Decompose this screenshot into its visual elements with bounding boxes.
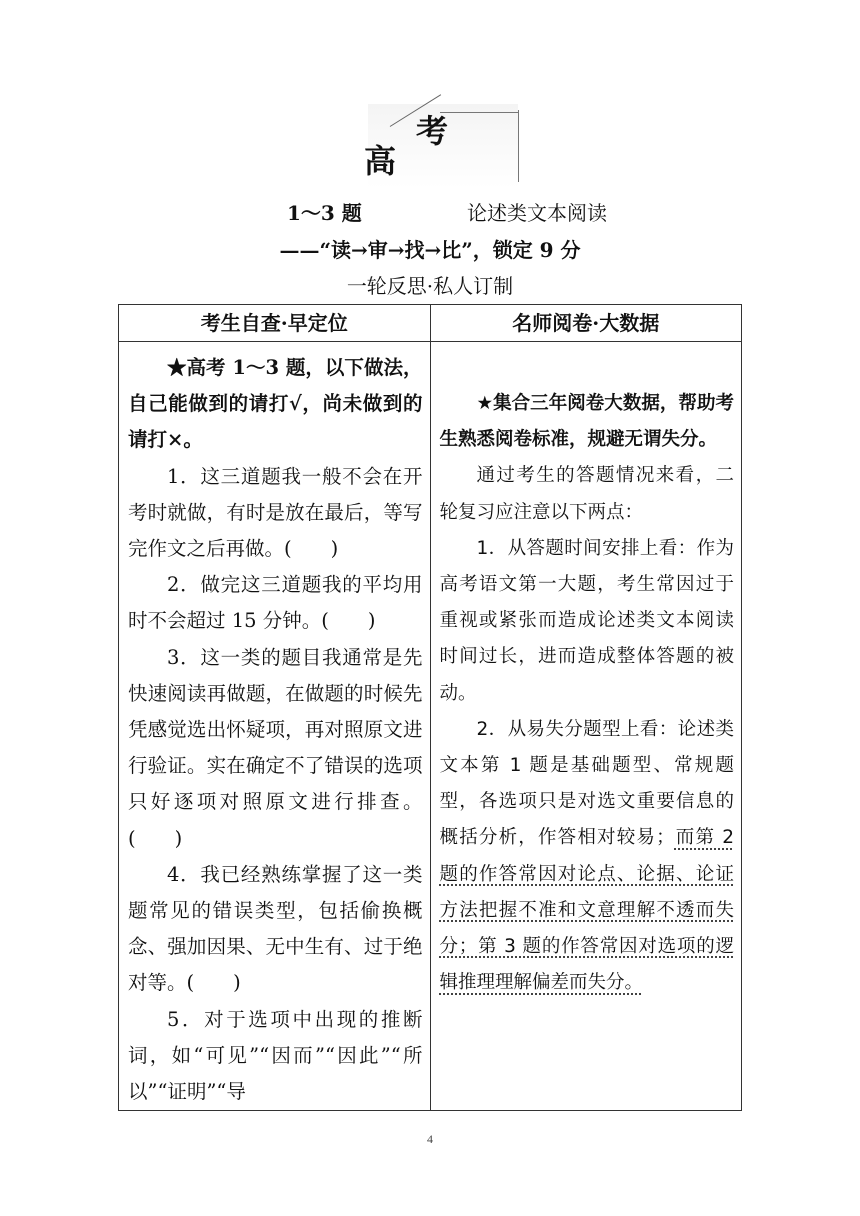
self-check-item: 5．对于选项中出现的推断词，如“可见”“因而”“因此”“所以”“证明”“导	[128, 1007, 423, 1104]
logo-char-kao: 考	[416, 112, 449, 150]
section-caption: 一轮反思·私人订制	[346, 274, 514, 298]
gaokao-logo	[360, 104, 525, 192]
self-check-cell	[119, 342, 431, 1111]
self-check-lead: ★高考 1～3 题，以下做法，自己能做到的请打√，尚未做到的请打×。	[128, 356, 423, 452]
teacher-point-2	[440, 712, 735, 1002]
point-2-underlined-text: 而第 2 题的作答常因对论点、论据、论证方法把握不准和文意理解不透而失分；第 3 题的作答常因对选项的逻辑推理理解偏差而失分。	[439, 827, 734, 994]
point-2-text: 2．从易失分题型上看：论述类文本第 1 题是基础题型、常规题型，各选项只是对选文重要信息的概括分析，作答相对较易；	[439, 718, 734, 849]
teacher-data-cell	[430, 342, 742, 1111]
teacher-point-1: 1．从答题时间安排上看：作为高考语文第一大题，考生常因过于重视或紧张而造成论述类文本阅读时间过长，进而造成整体答题的被动。	[439, 537, 734, 704]
left-column-header: 考生自查·早定位	[119, 305, 431, 342]
logo-char-gao: 高	[364, 142, 397, 180]
logo-vertical-line	[518, 110, 519, 182]
section-subtitle: ——“读→审→找→比”，锁定 9 分	[279, 238, 581, 262]
section-topic: 论述类文本阅读	[467, 201, 607, 225]
teacher-data-lead: ★集合三年阅卷大数据，帮助考生熟悉阅卷标准，规避无谓失分。	[439, 393, 734, 451]
page-number: 4	[427, 1132, 433, 1146]
self-check-item: 1．这三道题我一般不会在开考时就做，有时是放在最后，等写完作文之后再做。( )	[128, 464, 423, 561]
question-range: 1～3 题	[287, 201, 362, 225]
right-column-header: 名师阅卷·大数据	[430, 305, 742, 342]
self-check-item: 4．我已经熟练掌握了这一类题常见的错误类型，包括偷换概念、强加因果、无中生有、过于绝对等。( )	[128, 862, 423, 995]
logo-horizontal-line	[440, 112, 518, 113]
self-check-item: 2．做完这三道题我的平均用时不会超过 15 分钟。( )	[128, 573, 423, 633]
self-check-item: 3．这一类的题目我通常是先快速阅读再做题，在做题的时候先凭感觉选出怀疑项，再对照原文进行验证。实在确定不了错误的选项只好逐项对照原文进行排查。( )	[128, 645, 423, 850]
teacher-intro: 通过考生的答题情况来看，二轮复习应注意以下两点：	[439, 465, 734, 523]
review-table	[118, 304, 742, 1111]
